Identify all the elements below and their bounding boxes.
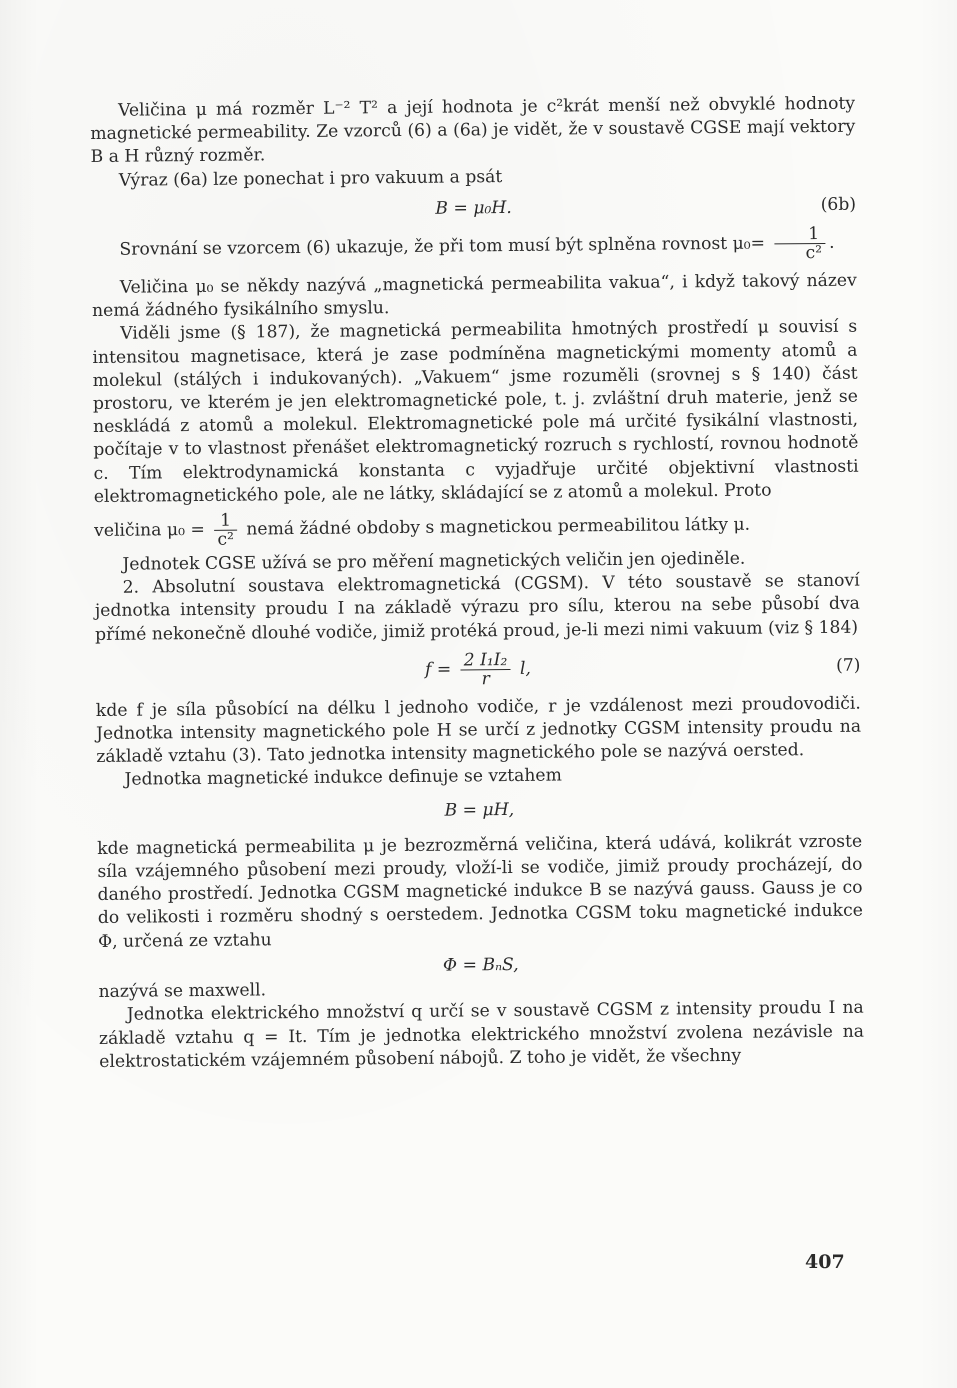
equation-7-number: (7) bbox=[836, 655, 861, 676]
paragraph-3 bbox=[91, 225, 856, 269]
paragraph-13: Jednotka elektrického množství q určí se v soustavě CGSM z intensity proudu I na základě vztahu q = It. Tím je jednotka elektrického množství zvolena nezávisle na elektrostatickém vzájemném působení nábojů. Z toho je vidět, že všechny bbox=[98, 997, 865, 1072]
fraction-denominator: r bbox=[481, 669, 490, 690]
equation-7-left: f = bbox=[424, 659, 452, 680]
paragraph-6-start: veličina μ₀ = bbox=[94, 519, 205, 542]
paragraph-6 bbox=[94, 506, 859, 550]
equation-7-right: l, bbox=[519, 658, 532, 679]
equation-6b-number: (6b) bbox=[820, 194, 857, 215]
paragraph-11: kde magnetická permeabilita μ je bezrozměrná veličina, která udává, kolikrát vzroste síla vzájemného působení mezi proudy, vloží-li se vodiče, jimiž proudy procházejí, do daného prostředí. Jednotka CGSM magnetické indukce B se nazývá gauss. Gauss je co do velikosti i rozměru shodný s oerstedem. Jednotka CGSM toku magnetické indukce Φ, určená ze vztahu bbox=[97, 831, 863, 952]
paragraph-3-text: Srovnání se vzorcem (6) ukazuje, že při tom musí být splněna rovnost μ₀= bbox=[119, 233, 766, 260]
paragraph-5: Viděli jsme (§ 187), že magnetická permeabilita hmotných prostředí μ souvisí s intensitou magnetisace, která je zase podmíněna magnetickými momenty atomů a molekul (stálých i indukovaných). „Vakuem“ jsme rozuměli (srovnej s § 140) část prostoru, ve kterém je jen elektromagnetické pole, t. j. zvláštní druh materie, jenž se neskládá z atomů a molekul. Elektromagnetické pole má určité fysikální vlastnosti, počítaje v to vlastnost přenášet elektromagnetický rozruch s rychlostí, rovnou hodnotě c. Tím elektrodynamická konstanta c vyjadřuje určité objektivní vlastnosti elektromagnetického pole, ale ne látky, skládající se z atomů a molekul. Proto bbox=[92, 317, 859, 507]
equation-phi: Φ = BₙS, bbox=[442, 954, 519, 976]
equation-6b-body: B = μ₀H. bbox=[435, 197, 512, 219]
equation-b-mu-h: B = μH, bbox=[444, 799, 515, 821]
paragraph-10: Jednotka magnetické indukce definuje se vztahem bbox=[124, 765, 562, 791]
fraction-denominator: c² bbox=[805, 242, 823, 264]
fraction-denominator: c² bbox=[217, 529, 235, 550]
equation-7 bbox=[95, 647, 860, 691]
page-text bbox=[90, 93, 864, 1074]
paragraph-3-end: . bbox=[828, 232, 835, 253]
fraction-numerator: 2 I₁I₂ bbox=[461, 651, 511, 670]
equation-7-fraction bbox=[461, 651, 511, 688]
paragraph-12: nazývá se maxwell. bbox=[98, 980, 267, 1003]
paragraph-2: Výraz (6a) lze ponechat i pro vakuum a psát bbox=[118, 166, 503, 191]
page-number: 407 bbox=[805, 1251, 845, 1273]
fraction-numerator: 1 bbox=[774, 225, 825, 244]
fraction-numerator: 1 bbox=[214, 512, 237, 531]
paragraph-6-end: nemá žádné obdoby s magnetickou permeabilitou látky μ. bbox=[246, 514, 751, 540]
fraction-1-over-c2-second bbox=[214, 512, 237, 549]
fraction-1-over-c2 bbox=[774, 225, 825, 262]
equation-6b bbox=[91, 193, 856, 224]
paragraph-1: Veličina μ má rozměr L⁻² T² a její hodnota je c²krát menší než obvyklé hodnoty magnetické permeability. Ze vzorců (6) a (6a) je vidět, že v soustavě CGSE mají vektory B a H různý rozměr. bbox=[90, 93, 856, 168]
paragraph-7: Jednotek CGSE užívá se pro měření magnetických veličin jen ojediněle. bbox=[122, 548, 746, 575]
equation-7-body bbox=[155, 648, 800, 691]
paragraph-8: 2. Absolutní soustava elektromagnetická (CGSM). V této soustavě se stanoví jednotka intensity proudu I na základě výrazu pro sílu, kterou na sebe působí dva přímé nekonečně dlouhé vodiče, jimiž protéká proud, je-li mezi nimi vakuum (viz § 184) bbox=[94, 570, 860, 645]
paragraph-4: Veličina μ₀ se někdy nazývá „magnetická permeabilita vakua“, i když takový název nemá žádného fysikálního smyslu. bbox=[91, 270, 857, 322]
paragraph-9: kde f je síla působící na délku l jednoho vodiče, r je vzdálenost mezi proudovodiči. Jednotka intensity magnetického pole H se určí z jednotky CGSM intensity proudu na základě vztahu (3). Tato jednotka intensity magnetického pole se nazývá oersted. bbox=[95, 693, 862, 768]
